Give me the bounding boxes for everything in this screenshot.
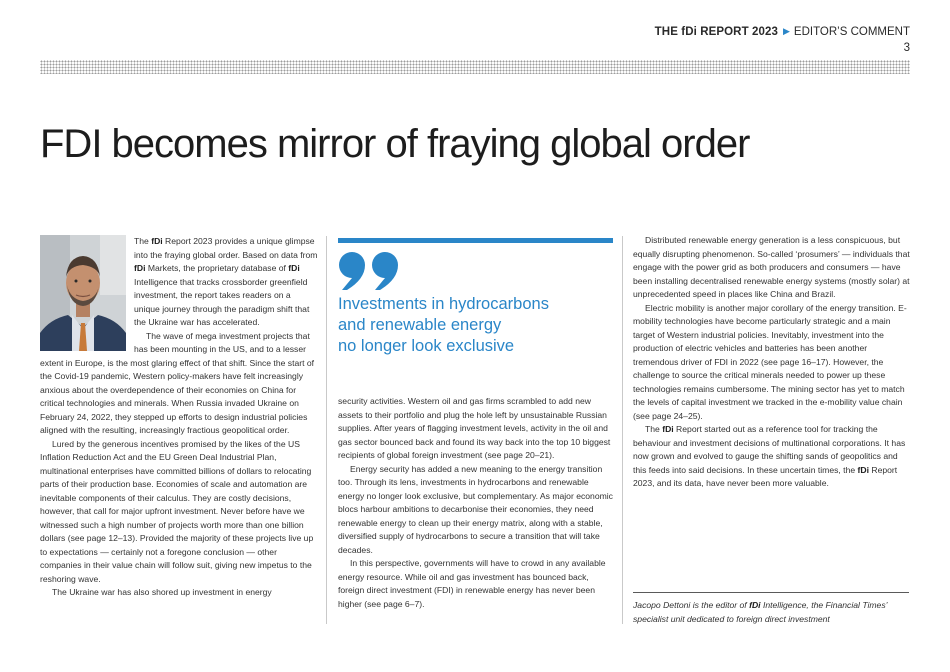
col2-paragraph-1: security activities. Western oil and gas firms scrambled to add new assets to their portfolio and plug the hole left by unsustainable Russian supplies. After years of flagging investment levels, activity in the oil and gas sector bounced back and found its way back into the top 10 biggest recipients of global foreign investment (see page 20–21). — [338, 396, 611, 460]
col2-paragraph-3: In this perspective, governments will have to crowd in any available energy resource. While oil and gas investment has bounced back, foreign direct investment (FDI) in renewable energy has never been higher (see page 6–7). — [338, 558, 606, 609]
section-line — [655, 24, 910, 40]
brand-fdi: fDi — [151, 236, 163, 246]
pull-quote-bar — [338, 238, 613, 243]
pull-quote — [338, 294, 608, 357]
page-number: 3 — [903, 42, 910, 54]
quote-mark-icon — [338, 252, 400, 290]
play-arrow-icon: ▶ — [783, 26, 790, 36]
col1-paragraph-4: The Ukraine war has also shored up investment in energy — [52, 587, 272, 597]
running-header — [655, 24, 910, 56]
portrait-illustration — [40, 235, 126, 351]
col3-paragraph-1: Distributed renewable energy generation is a less conspicuous, but equally disrupting phenomenon. So-called ‘prosumers’ — individuals that engage with the power grid as both producers and consumers — have been installing decentralised renewable energy systems (mostly solar) at unprecedented speed in places like China and Brazil. — [633, 235, 910, 299]
pull-quote-line: and renewable energy — [338, 316, 502, 334]
col3-paragraph-2: Electric mobility is another major corollary of the energy transition. E-mobility technologies have become particularly strategic and a main target of Western industrial policies. Inevitably, investment into the production of electric vehicles and batteries has been another tremendous driver of FDI in 2022 (see page 16–17). However, the challenge to source the critical minerals needed to power up these technologies remains cumbersome. The mining sector has yet to match the levels of capital investment we tracked in the e-mobility value chain (see page 24–25). — [633, 302, 907, 421]
brand-fdi: fDi — [288, 263, 300, 273]
pull-quote-line: Investments in hydrocarbons — [338, 295, 549, 313]
author-portrait — [40, 235, 126, 351]
pull-quote-line: no longer look exclusive — [338, 337, 515, 355]
article-column-3 — [633, 234, 910, 491]
col2-paragraph-2: Energy security has added a new meaning to the energy transition too. Through its lens, investments in hydrocarbons and renewable energy no longer look exclusive, but complementary. As major economic blocs harbour ambitions to decarbonise their economies, they need renewable energy to clean up their energy matrix, along with a stable, diversified supply of hydrocarbons to secure a transition that will take decades. — [338, 463, 613, 555]
column-rule — [622, 236, 623, 624]
column-rule — [326, 236, 327, 624]
report-title: THE fDi REPORT 2023 — [654, 26, 778, 38]
col1-paragraph-1: The fDi Report 2023 provides a unique glimpse into the fraying global order. Based on data from fDi Markets, the proprietary database of fDi Intelligence that tracks crossborder greenfield investment, the report takes readers on a unique journey through the paradigm shift that the Ukraine war has accelerated. — [134, 236, 318, 327]
col3-paragraph-3: The fDi Report started out as a reference tool for tracking the behaviour and investment decisions of multinational corporations. It has now grown and evolved to gauge the shifting sands of geopolitics and this feeds into said decisions. In these uncertain times, the fDi Report 2023, and its data, have never been more valuable. — [633, 424, 906, 488]
brand-fdi: fDi — [662, 424, 674, 434]
brand-fdi: fDi — [749, 600, 761, 610]
col1-paragraph-3: Lured by the generous incentives promised by the likes of the US Inflation Reduction Act and the EU Green Deal Industrial Plan, multinational enterprises have committed billions of dollars to relocating parts of their production base. Economies of scale and automation are inevitable components of their calculus. They are costly decisions, however, that call for major upfront investment. Never before have we witnessed such a high number of projects worth more than one billion dollars (see page 12–13). Provided the majority of these projects live up to expectations — certainly not a foregone conclusion — other companies in their value chain will follow suit, giving new impetus to the reshoring wave. — [40, 438, 314, 584]
signature-rule — [633, 592, 909, 593]
brand-fdi: fDi — [134, 263, 146, 273]
dotted-divider — [40, 60, 910, 74]
col1-paragraph-2: The wave of mega investment projects that has been mounting in the US, and to a lesser extent in Europe, is the most glaring effect of that shift. Since the start of the Covid-19 pandemic, Western policy-makers have felt increasingly anxious about the overdependence of their economies on China for critical technologies and minerals. When Russia invaded Ukraine on February 24, 2022, they stepped up efforts to design industrial policies aligned with the resulting, increasingly fractious geopolitical order. — [40, 330, 315, 435]
article-column-1 — [40, 235, 318, 600]
section-label: EDITOR’S COMMENT — [793, 26, 910, 38]
headline: FDI becomes mirror of fraying global order — [40, 122, 750, 166]
author-signature: Jacopo Dettoni is the editor of fDi Intelligence, the Financial Times’ specialist unit dedicated to foreign direct investment — [633, 600, 888, 624]
brand-fdi: fDi — [857, 464, 869, 475]
article-column-2 — [338, 395, 614, 611]
